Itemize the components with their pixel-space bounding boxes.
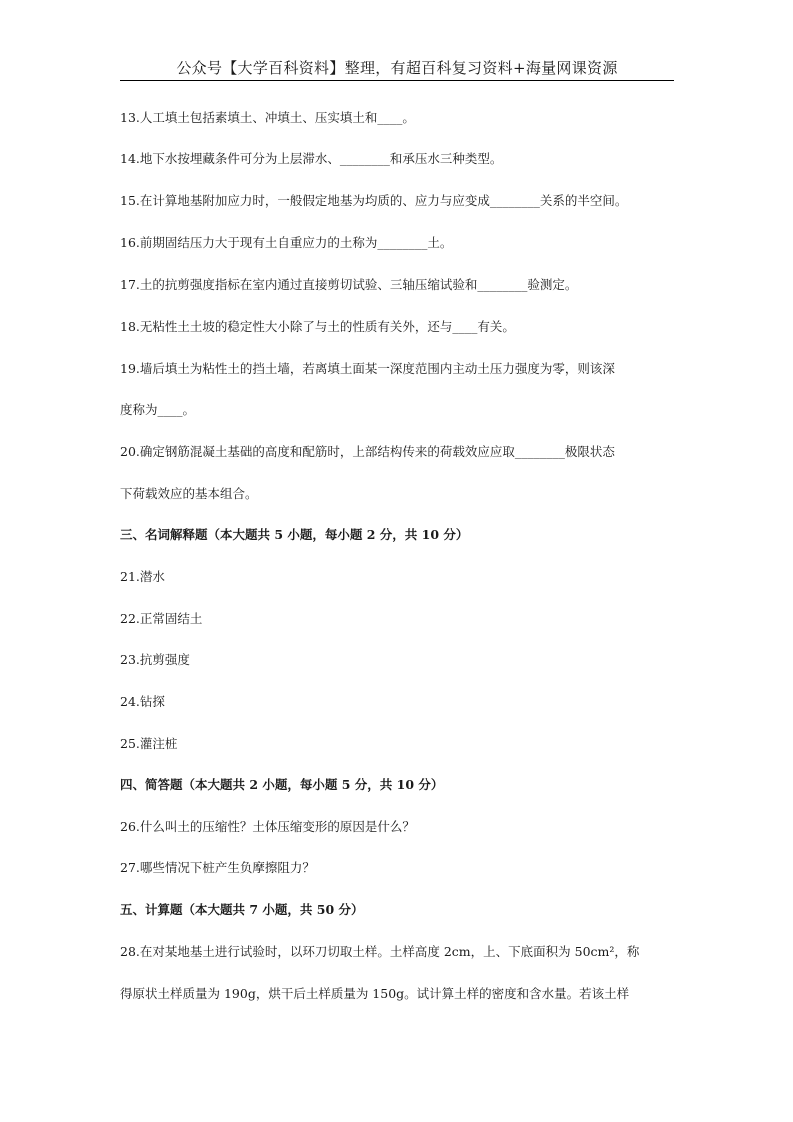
- question-28-line-2: 得原状土样质量为 190g，烘干后土样质量为 150g。试计算土样的密度和含水量。若该土样: [120, 986, 630, 1001]
- question-21: 21.潜水: [120, 569, 165, 584]
- question-23: 23.抗剪强度: [120, 652, 190, 667]
- section-3-heading: 三、名词解释题（本大题共 5 小题，每小题 2 分，共 10 分）: [120, 527, 469, 542]
- section-5-heading: 五、计算题（本大题共 7 小题，共 50 分）: [120, 902, 364, 917]
- question-17: 17.土的抗剪强度指标在室内通过直接剪切试验、三轴压缩试验和________验测定。: [120, 277, 578, 292]
- question-18: 18.无粘性土土坡的稳定性大小除了与土的性质有关外，还与____有关。: [120, 319, 515, 334]
- question-19-line-2: 度称为____。: [120, 402, 196, 417]
- question-16: 16.前期固结压力大于现有土自重应力的土称为________土。: [120, 235, 453, 250]
- question-14: 14.地下水按埋藏条件可分为上层滞水、________和承压水三种类型。: [120, 151, 503, 166]
- question-24: 24.钻探: [120, 694, 165, 709]
- question-25: 25.灌注桩: [120, 736, 178, 751]
- question-28-line-1: 28.在对某地基土进行试验时，以环刀切取土样。土样高度 2cm，上、下底面积为 50cm²，称: [120, 944, 640, 959]
- question-20-line-1: 20.确定钢筋混凝土基础的高度和配筋时，上部结构传来的荷载效应应取________极限状态: [120, 444, 615, 459]
- question-13: 13.人工填土包括素填土、冲填土、压实填土和____。: [120, 110, 415, 125]
- question-15: 15.在计算地基附加应力时，一般假定地基为均质的、应力与应变成________关系的半空间。: [120, 193, 628, 208]
- section-4-heading: 四、简答题（本大题共 2 小题，每小题 5 分，共 10 分）: [120, 777, 444, 792]
- question-26: 26.什么叫土的压缩性？土体压缩变形的原因是什么？: [120, 819, 415, 834]
- question-19-line-1: 19.墙后填土为粘性土的挡土墙，若离填土面某一深度范围内主动土压力强度为零，则该深: [120, 361, 615, 376]
- question-22: 22.正常固结土: [120, 611, 203, 626]
- page-header: 公众号【大学百科资料】整理，有超百科复习资料+海量网课资源: [120, 58, 674, 81]
- question-20-line-2: 下荷载效应的基本组合。: [120, 486, 258, 501]
- question-27: 27.哪些情况下桩产生负摩擦阻力？: [120, 860, 315, 875]
